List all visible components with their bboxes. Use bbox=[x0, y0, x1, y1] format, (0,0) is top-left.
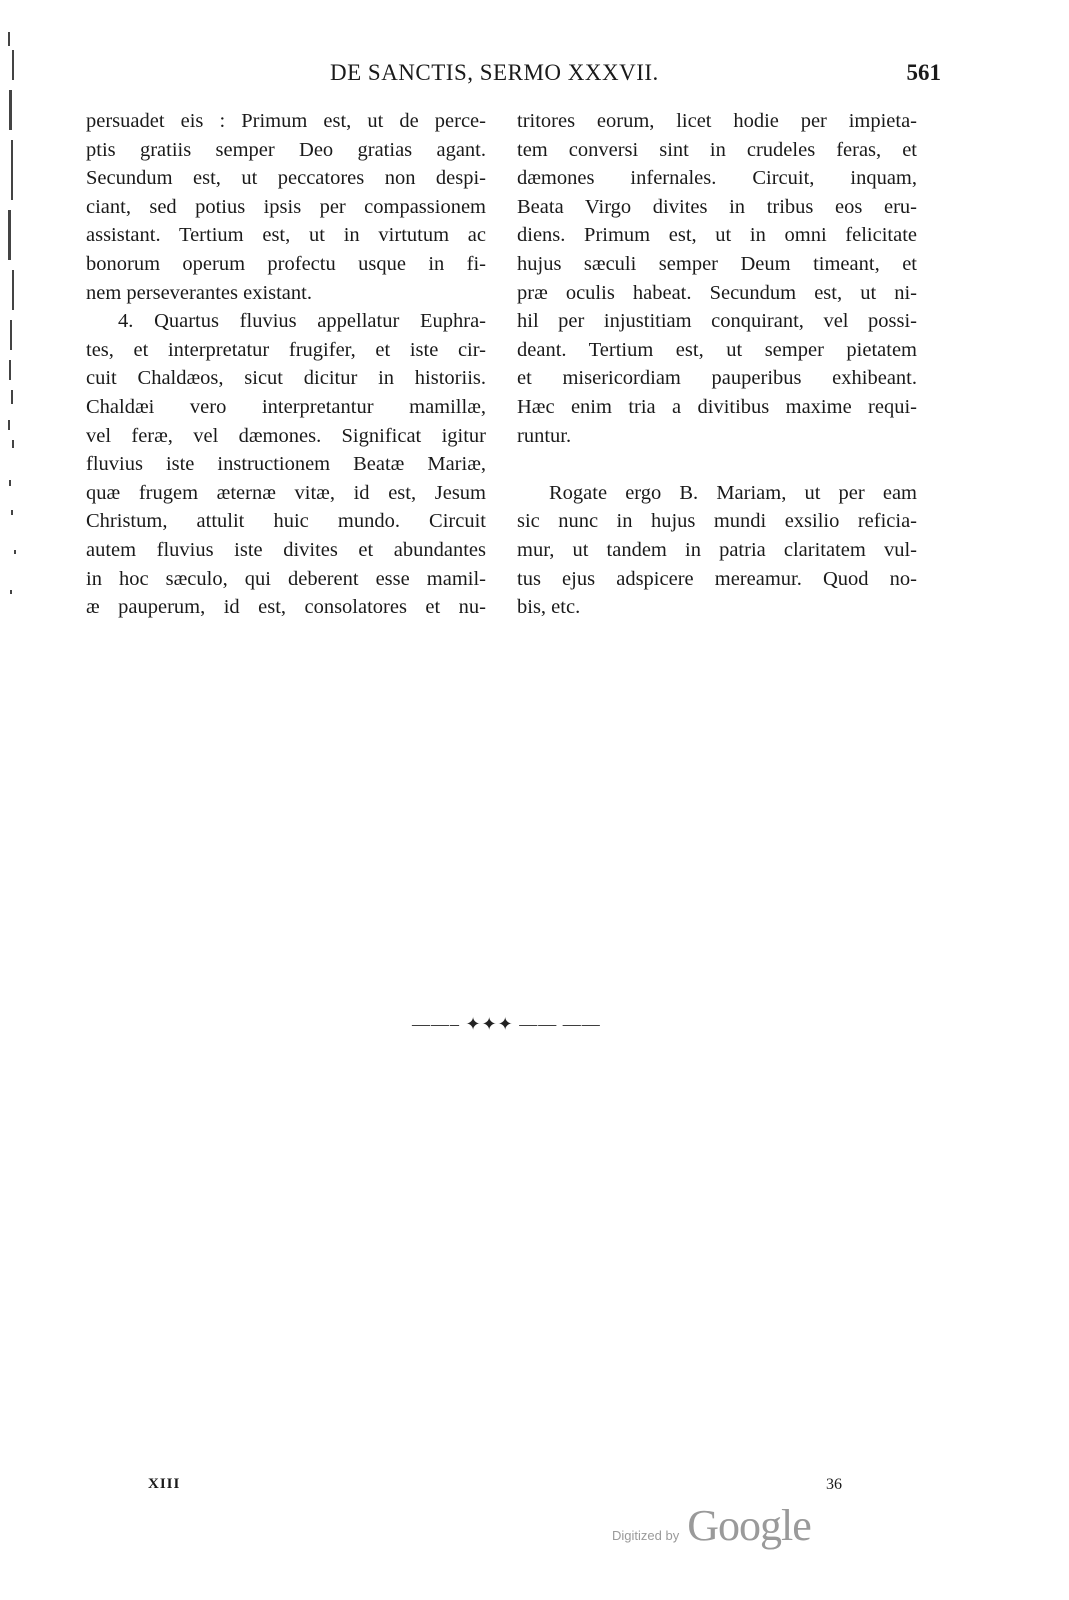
text-line: ciant, sed potius ipsis per compassionem bbox=[86, 195, 486, 218]
text-line: Rogate ergo B. Mariam, ut per eam bbox=[549, 481, 917, 504]
text-line: æ pauperum, id est, consolatores et nu- bbox=[86, 596, 486, 619]
text-line: nem perseverantes existant. bbox=[86, 281, 312, 304]
scan-margin-artifacts bbox=[0, 30, 30, 610]
text-line: hil per injustitiam conquirant, vel possi- bbox=[517, 310, 917, 333]
digitization-watermark bbox=[612, 1500, 811, 1551]
text-line: dæmones infernales. Circuit, inquam, bbox=[517, 167, 917, 190]
text-line: assistant. Tertium est, ut in virtutum ac bbox=[86, 224, 486, 247]
text-line: hujus sæculi semper Deum timeant, et bbox=[517, 252, 917, 275]
text-line: in hoc sæculo, qui deberent esse mamil- bbox=[86, 567, 486, 590]
section-end-ornament: ——– ✦✦✦ —— —— bbox=[412, 1014, 601, 1034]
text-line: mur, ut tandem in patria claritatem vul- bbox=[517, 538, 917, 561]
page-number: 561 bbox=[906, 60, 941, 85]
text-line: tus ejus adspicere mereamur. Quod no- bbox=[517, 567, 917, 590]
text-line: tes, et interpretatur frugifer, et iste cir- bbox=[86, 338, 486, 361]
text-line: fluvius iste instructionem Beatæ Mariæ, bbox=[86, 453, 486, 476]
text-line: autem fluvius iste divites et abundantes bbox=[86, 538, 486, 561]
text-line: bis, etc. bbox=[517, 596, 581, 619]
text-line: Christum, attulit huic mundo. Circuit bbox=[86, 510, 486, 533]
text-line: præ oculis habeat. Secundum est, ut ni- bbox=[517, 281, 917, 304]
watermark-prefix: Digitized by bbox=[612, 1528, 680, 1543]
page-header bbox=[0, 58, 1069, 98]
text-column-left bbox=[86, 107, 486, 622]
text-line: 4. Quartus fluvius appellatur Euphra- bbox=[118, 310, 486, 333]
text-line: deant. Tertium est, ut semper pietatem bbox=[517, 338, 917, 361]
google-logo: Google bbox=[687, 1501, 811, 1550]
text-line: diens. Primum est, ut in omni felicitate bbox=[517, 224, 917, 247]
text-line: Hæc enim tria a divitibus maxime requi- bbox=[517, 395, 917, 418]
text-line: bonorum operum profectu usque in fi- bbox=[86, 252, 486, 275]
text-line: vel feræ, vel dæmones. Significat igitur bbox=[86, 424, 486, 447]
closing-paragraph bbox=[517, 479, 917, 622]
sheet-number: 36 bbox=[826, 1476, 842, 1493]
text-line: tem conversi sint in crudeles feras, et bbox=[517, 138, 917, 161]
margin-speck-graphic bbox=[0, 30, 30, 610]
text-line: tritores eorum, licet hodie per impieta- bbox=[517, 110, 917, 132]
text-line: ptis gratiis semper Deo gratias agant. bbox=[86, 138, 486, 161]
running-title: DE SANCTIS, SERMO XXXVII. bbox=[330, 60, 659, 85]
text-line: runtur. bbox=[517, 424, 572, 447]
text-column-right bbox=[517, 107, 917, 622]
text-line: persuadet eis : Primum est, ut de perce- bbox=[86, 110, 486, 132]
text-line: et misericordiam pauperibus exhibeant. bbox=[517, 367, 917, 390]
text-line: Secundum est, ut peccatores non despi- bbox=[86, 167, 486, 190]
text-line: cuit Chaldæos, sicut dicitur in historiis. bbox=[86, 367, 486, 390]
text-line: Chaldæi vero interpretantur mamillæ, bbox=[86, 395, 486, 418]
text-line: quæ frugem æternæ vitæ, id est, Jesum bbox=[86, 481, 486, 504]
text-line: Beata Virgo divites in tribus eos eru- bbox=[517, 195, 917, 218]
text-line: sic nunc in hujus mundi exsilio reficia- bbox=[517, 510, 917, 533]
paragraph-gap bbox=[517, 450, 917, 479]
signature-mark: XIII bbox=[148, 1476, 181, 1492]
